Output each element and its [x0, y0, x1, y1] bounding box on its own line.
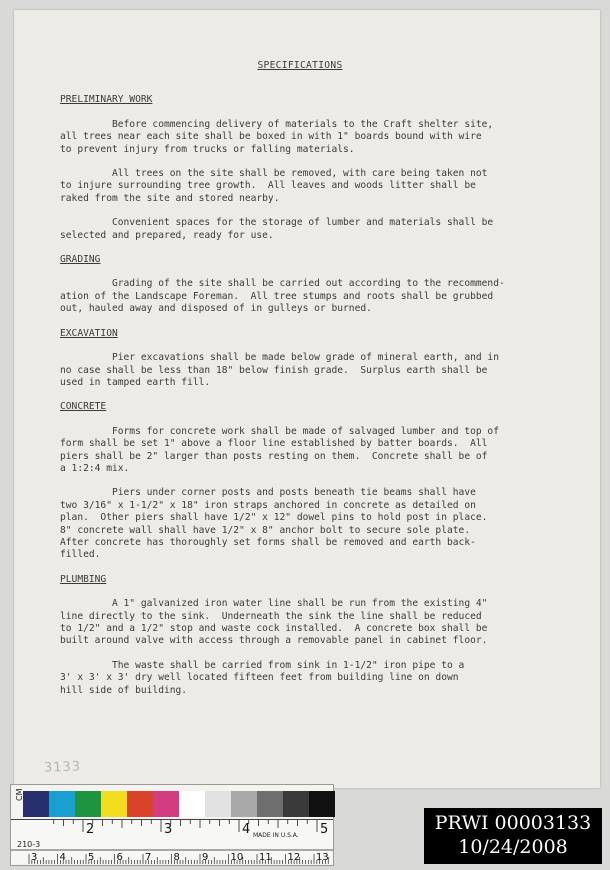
color-swatch	[205, 791, 231, 817]
inch-number: 4	[242, 822, 251, 837]
paragraph: Forms for concrete work shall be made of salvaged lumber and top of form shall be set 1" above a floor line established by batter boards. All piers shall be 2" larger than posts resting on them. Concrete shall be of a 1:2:4 mix.	[60, 425, 499, 474]
cm-number: 12	[287, 852, 301, 863]
archive-stamp	[424, 808, 602, 864]
paragraph: Pier excavations shall be made below grade of mineral earth, and in no case shall be less than 18" below finish grade. Surplus earth shall be used in tamped earth fill.	[60, 352, 499, 388]
cm-number: 5	[88, 852, 95, 863]
inch-number: 3	[164, 822, 173, 837]
color-swatch	[283, 791, 309, 817]
cm-number: 13	[316, 852, 329, 863]
heading-excavation: EXCAVATION	[60, 327, 118, 339]
color-swatch	[153, 791, 179, 817]
paragraph: Convenient spaces for the storage of lumber and materials shall be selected and prepared, ready for use.	[60, 217, 494, 241]
color-swatch	[309, 791, 335, 817]
paragraph: Piers under corner posts and posts beneath tie beams shall have two 3/16" x 1-1/2" x 18" iron straps anchored in concrete as detailed on plan. Other piers shall have 1/2" x 12" dowel pins to hold post in place. 8" concrete wall shall have 1/2" x 8" anchor bolt to secure sole plate. After concrete has thoroughly set forms shall be removed and earth back- filled.	[60, 487, 488, 561]
ruler-made-in-label: MADE IN U.S.A.	[253, 832, 299, 839]
inch-number: 2	[86, 822, 95, 837]
measurement-scale	[11, 819, 333, 864]
cm-number: 7	[145, 852, 152, 863]
color-swatch	[127, 791, 153, 817]
paragraph: Grading of the site shall be carried out according to the recommend- ation of the Landscape Foreman. All tree stumps and roots shall be grubbed out, hauled away and disposed of in gulleys or burned.	[60, 278, 505, 315]
color-swatch-strip	[23, 791, 335, 817]
heading-preliminary-work: PRELIMINARY WORK	[60, 94, 153, 106]
cm-number: 3	[31, 852, 38, 863]
color-swatch	[49, 791, 75, 817]
color-swatch	[179, 791, 205, 817]
cm-number: 6	[116, 852, 123, 863]
cm-number: 9	[202, 852, 209, 863]
ruler-ticks	[11, 820, 333, 864]
color-swatch	[23, 791, 49, 817]
color-swatch	[257, 791, 283, 817]
inch-number: 5	[320, 822, 329, 837]
paragraph: All trees on the site shall be removed, with care being taken not to injure surrounding tree growth. All leaves and woods litter shall be raked from the site and stored nearby.	[60, 168, 488, 204]
archive-date: 10/24/2008	[458, 836, 568, 858]
faint-page-number: 3133	[43, 759, 82, 776]
cm-number: 8	[173, 852, 180, 863]
color-swatch	[101, 791, 127, 817]
cm-number: 4	[59, 852, 66, 863]
ruler-cm-label: CM	[15, 788, 24, 801]
heading-concrete: CONCRETE	[60, 401, 107, 413]
ruler-code-label: 210-3	[17, 840, 41, 849]
document-title: SPECIFICATIONS	[257, 60, 343, 71]
document-body	[60, 60, 540, 709]
color-calibration-ruler	[10, 784, 334, 866]
archive-id: PRWI 00003133	[434, 812, 592, 834]
paragraph: The waste shall be carried from sink in 1-1/2" iron pipe to a 3' x 3' x 3' dry well located fifteen feet from building line on down hill side of building.	[60, 659, 465, 696]
paragraph: Before commencing delivery of materials to the Craft shelter site, all trees near each site shall be boxed in with 1" boards bound with wire to prevent injury from trucks or falling materials.	[60, 118, 494, 155]
cm-number: 11	[259, 852, 272, 863]
heading-plumbing: PLUMBING	[60, 573, 107, 585]
paragraph: A 1" galvanized iron water line shall be run from the existing 4" line directly to the sink. Underneath the sink the line shall be reduced to 1/2" and a 1/2" stop and waste cock installed. A concrete box shall be built around valve with access through a removable panel in cabinet floor.	[60, 598, 488, 647]
heading-grading: GRADING	[60, 254, 101, 266]
color-swatch	[75, 791, 101, 817]
cm-number: 10	[230, 852, 244, 863]
color-swatch	[231, 791, 257, 817]
